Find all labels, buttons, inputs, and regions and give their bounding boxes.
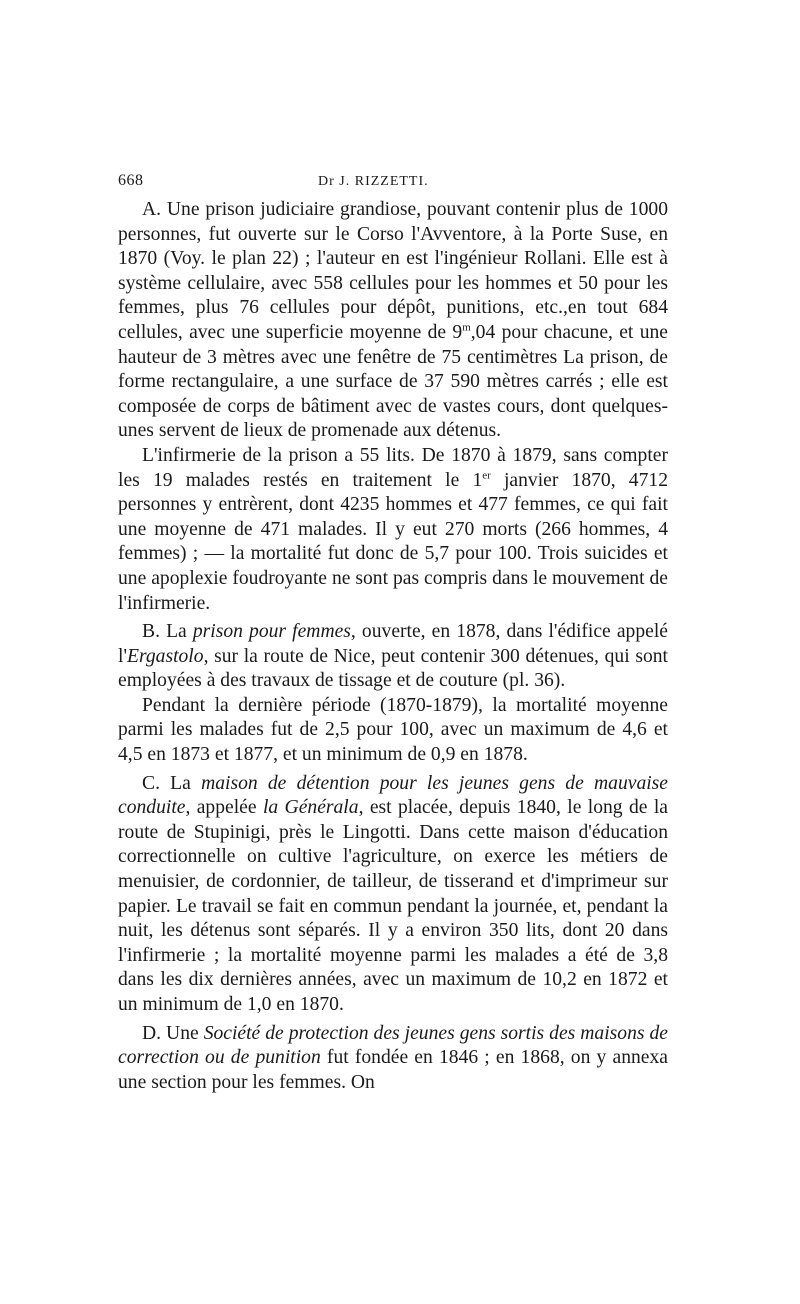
- italic-run: maison de détention pour les jeunes gens de mauvaise conduite: [118, 772, 669, 819]
- running-head-author: [318, 174, 429, 190]
- paragraph-b-mortalite: Pendant la dernière période (1870-1879), la mortalité moyenne parmi les malades fut de 2,5 pour 100, avec un maximum de 4,6 et 4,5 en 1873 et 1877, et un minimum de 0,9 en 1878.: [118, 694, 668, 766]
- superscript: er: [482, 469, 491, 481]
- italic-run: Société de protection des jeunes gens sortis des maisons de correction ou de punition: [118, 1022, 668, 1069]
- paragraph-a-infirmerie: [118, 444, 668, 616]
- page-number: 668: [118, 172, 144, 189]
- italic-run: la Générala: [262, 797, 359, 819]
- paragraph-a-prison-judiciaire: [118, 198, 668, 444]
- text-run: D. Une: [142, 1022, 204, 1044]
- text-run: , ouverte, en 1878, dans l'édifice appelé l': [118, 621, 668, 667]
- paragraph-c-generala: [118, 772, 668, 1018]
- text-run: , sur la route de Nice, peut contenir 300 détenues, qui sont employées à des travaux de tissage et de couture (pl. 36).: [118, 645, 668, 692]
- text-run: fut fondée en 1846 ; en 1868, on y annexa une section pour les femmes. On: [118, 1047, 668, 1093]
- paragraph-b-prison-femmes: [118, 620, 668, 694]
- text-run: , appelée: [185, 797, 263, 819]
- italic-run: prison pour femmes: [192, 621, 351, 643]
- text-run: A. Une prison judiciaire grandiose, pouvant contenir plus de 1000 personnes, fut ouverte sur le Corso l'Avventore, à la Porte Suse, en 1870 (Voy. le plan 22) ; l'auteur en est l'ingénieur Rollani. Elle est à système cellulaire, avec 558 cellules pour les hommes et 50 pour les femmes, plus 76 cellules pour dépôt, punitions, etc.,en tout 684 cellules, avec une superficie moyenne de 9: [118, 199, 668, 343]
- paragraph-d-societe: [118, 1022, 668, 1096]
- book-page: [118, 170, 668, 1095]
- body-text: [118, 198, 668, 1095]
- text-run: L'infirmerie de la prison a 55 lits. De 1870 à 1879, sans compter les 19 malades restés en traitement le 1: [118, 444, 668, 491]
- text-run: , est placée, depuis 1840, le long de la route de Stupinigi, près le Lingotti. Dans cette maison d'éducation correctionnelle on cultive l'agriculture, on exerce les métiers de menuisier, de cordonnier, de tailleur, de tisserand et d'imprimeur sur papier. Le travail se fait en commun pendant la journée, et, pendant la nuit, les détenus sont séparés. Il y a environ 350 lits, dont 20 dans l'infirmerie ; la mortalité moyenne parmi les malades a été de 3,8 dans les dix dernières années, avec un maximum de 10,2 en 1872 et un minimum de 1,0 en 1870.: [118, 797, 668, 1015]
- author-prefix: Dr: [318, 174, 335, 189]
- italic-run: Ergastolo: [126, 645, 204, 667]
- text-run: B. La: [142, 621, 193, 643]
- author-name: J. RIZZETTI.: [334, 174, 429, 189]
- text-run: C. La: [142, 772, 202, 794]
- text-run: janvier 1870, 4712 personnes y entrèrent, dont 4235 hommes et 477 femmes, ce qui fait une moyenne de 471 malades. Il y eut 270 morts (266 hommes, 4 femmes) ; — la mortalité fut donc de 5,7 pour 100. Trois suicides et une apoplexie foudroyante ne sont pas compris dans le mouvement de l'infirmerie.: [118, 469, 668, 614]
- running-head: [118, 170, 668, 198]
- text-run: ,04 pour chacune, et une hauteur de 3 mètres avec une fenêtre de 75 centimètres La prison, de forme rectangulaire, a une surface de 37 590 mètres carrés ; elle est composée de corps de bâtiment avec de vastes cours, dont quelques-unes servent de lieux de promenade aux détenus.: [118, 321, 668, 442]
- superscript: m: [462, 321, 471, 334]
